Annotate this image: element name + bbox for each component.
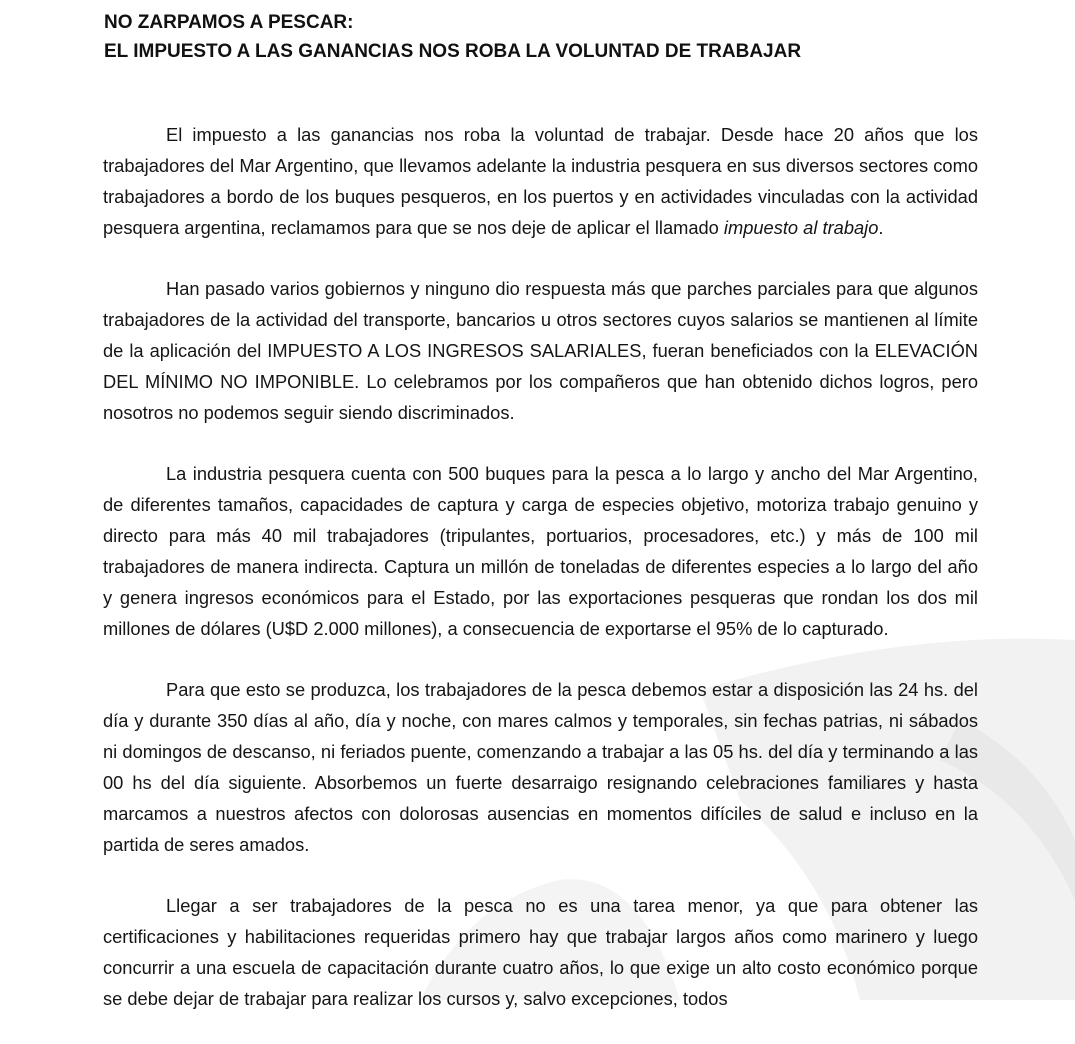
paragraph-1-italic: impuesto al trabajo <box>723 217 879 238</box>
paragraph-1-end: . <box>878 217 884 238</box>
document-title <box>104 8 801 66</box>
paragraph-4: Para que esto se produzca, los trabajadores de la pesca debemos estar a disposición las 24 hs. del día y durante 350 días al año, día y noche, con mares calmos y temporales, sin fechas patrias, ni sábados ni domingos de descanso, ni feriados puente, comenzando a trabajar a las 05 hs. del día y terminando a las 00 hs del día siguiente. Absorbemos un fuerte desarraigo resignando celebraciones familiares y hasta marcamos a nuestros afectos con dolorosas ausencias en momentos difíciles de salud e incluso en la partida de seres amados. <box>103 679 978 855</box>
paragraph-2: Han pasado varios gobiernos y ninguno dio respuesta más que parches parciales para que algunos trabajadores de la actividad del transporte, bancarios u otros sectores cuyos salarios se mantienen al límite de la aplicación del IMPUESTO A LOS INGRESOS SALARIALES, fueran beneficiados con la ELEVACIÓN DEL MÍNIMO NO IMPONIBLE. Lo celebramos por los compañeros que han obtenido dichos logros, pero nosotros no podemos seguir siendo discriminados. <box>103 278 978 423</box>
paragraph-1-text: El impuesto a las ganancias nos roba la voluntad de trabajar. Desde hace 20 años que los trabajadores del Mar Argentino, que llevamos adelante la industria pesquera en sus diversos sectores como trabajadores a bordo de los buques pesqueros, en los puertos y en actividades vinculadas con la actividad pesquera argentina, reclamamos para que se nos deje de aplicar el llamado <box>103 124 978 238</box>
title-line-1: NO ZARPAMOS A PESCAR: <box>104 12 354 33</box>
paragraph-3: La industria pesquera cuenta con 500 buques para la pesca a lo largo y ancho del Mar Argentino, de diferentes tamaños, capacidades de captura y carga de especies objetivo, motoriza trabajo genuino y directo para más 40 mil trabajadores (tripulantes, portuarios, procesadores, etc.) y más de 100 mil trabajadores de manera indirecta. Captura un millón de toneladas de diferentes especies a lo largo del año y genera ingresos económicos para el Estado, por las exportaciones pesqueras que rondan los dos mil millones de dólares (U$D 2.000 millones), a consecuencia de exportarse el 95% de lo capturado. <box>103 463 978 639</box>
paragraph-5: Llegar a ser trabajadores de la pesca no es una tarea menor, ya que para obtener las certificaciones y habilitaciones requeridas primero hay que trabajar largos años como marinero y luego concurrir a una escuela de capacitación durante cuatro años, lo que exige un alto costo económico porque se debe dejar de trabajar para realizar los cursos y, salvo excepciones, todos <box>103 895 978 1009</box>
paragraph-1 <box>103 119 978 243</box>
title-line-2: EL IMPUESTO A LAS GANANCIAS NOS ROBA LA VOLUNTAD DE TRABAJAR <box>104 41 802 62</box>
document-body <box>103 119 978 1044</box>
